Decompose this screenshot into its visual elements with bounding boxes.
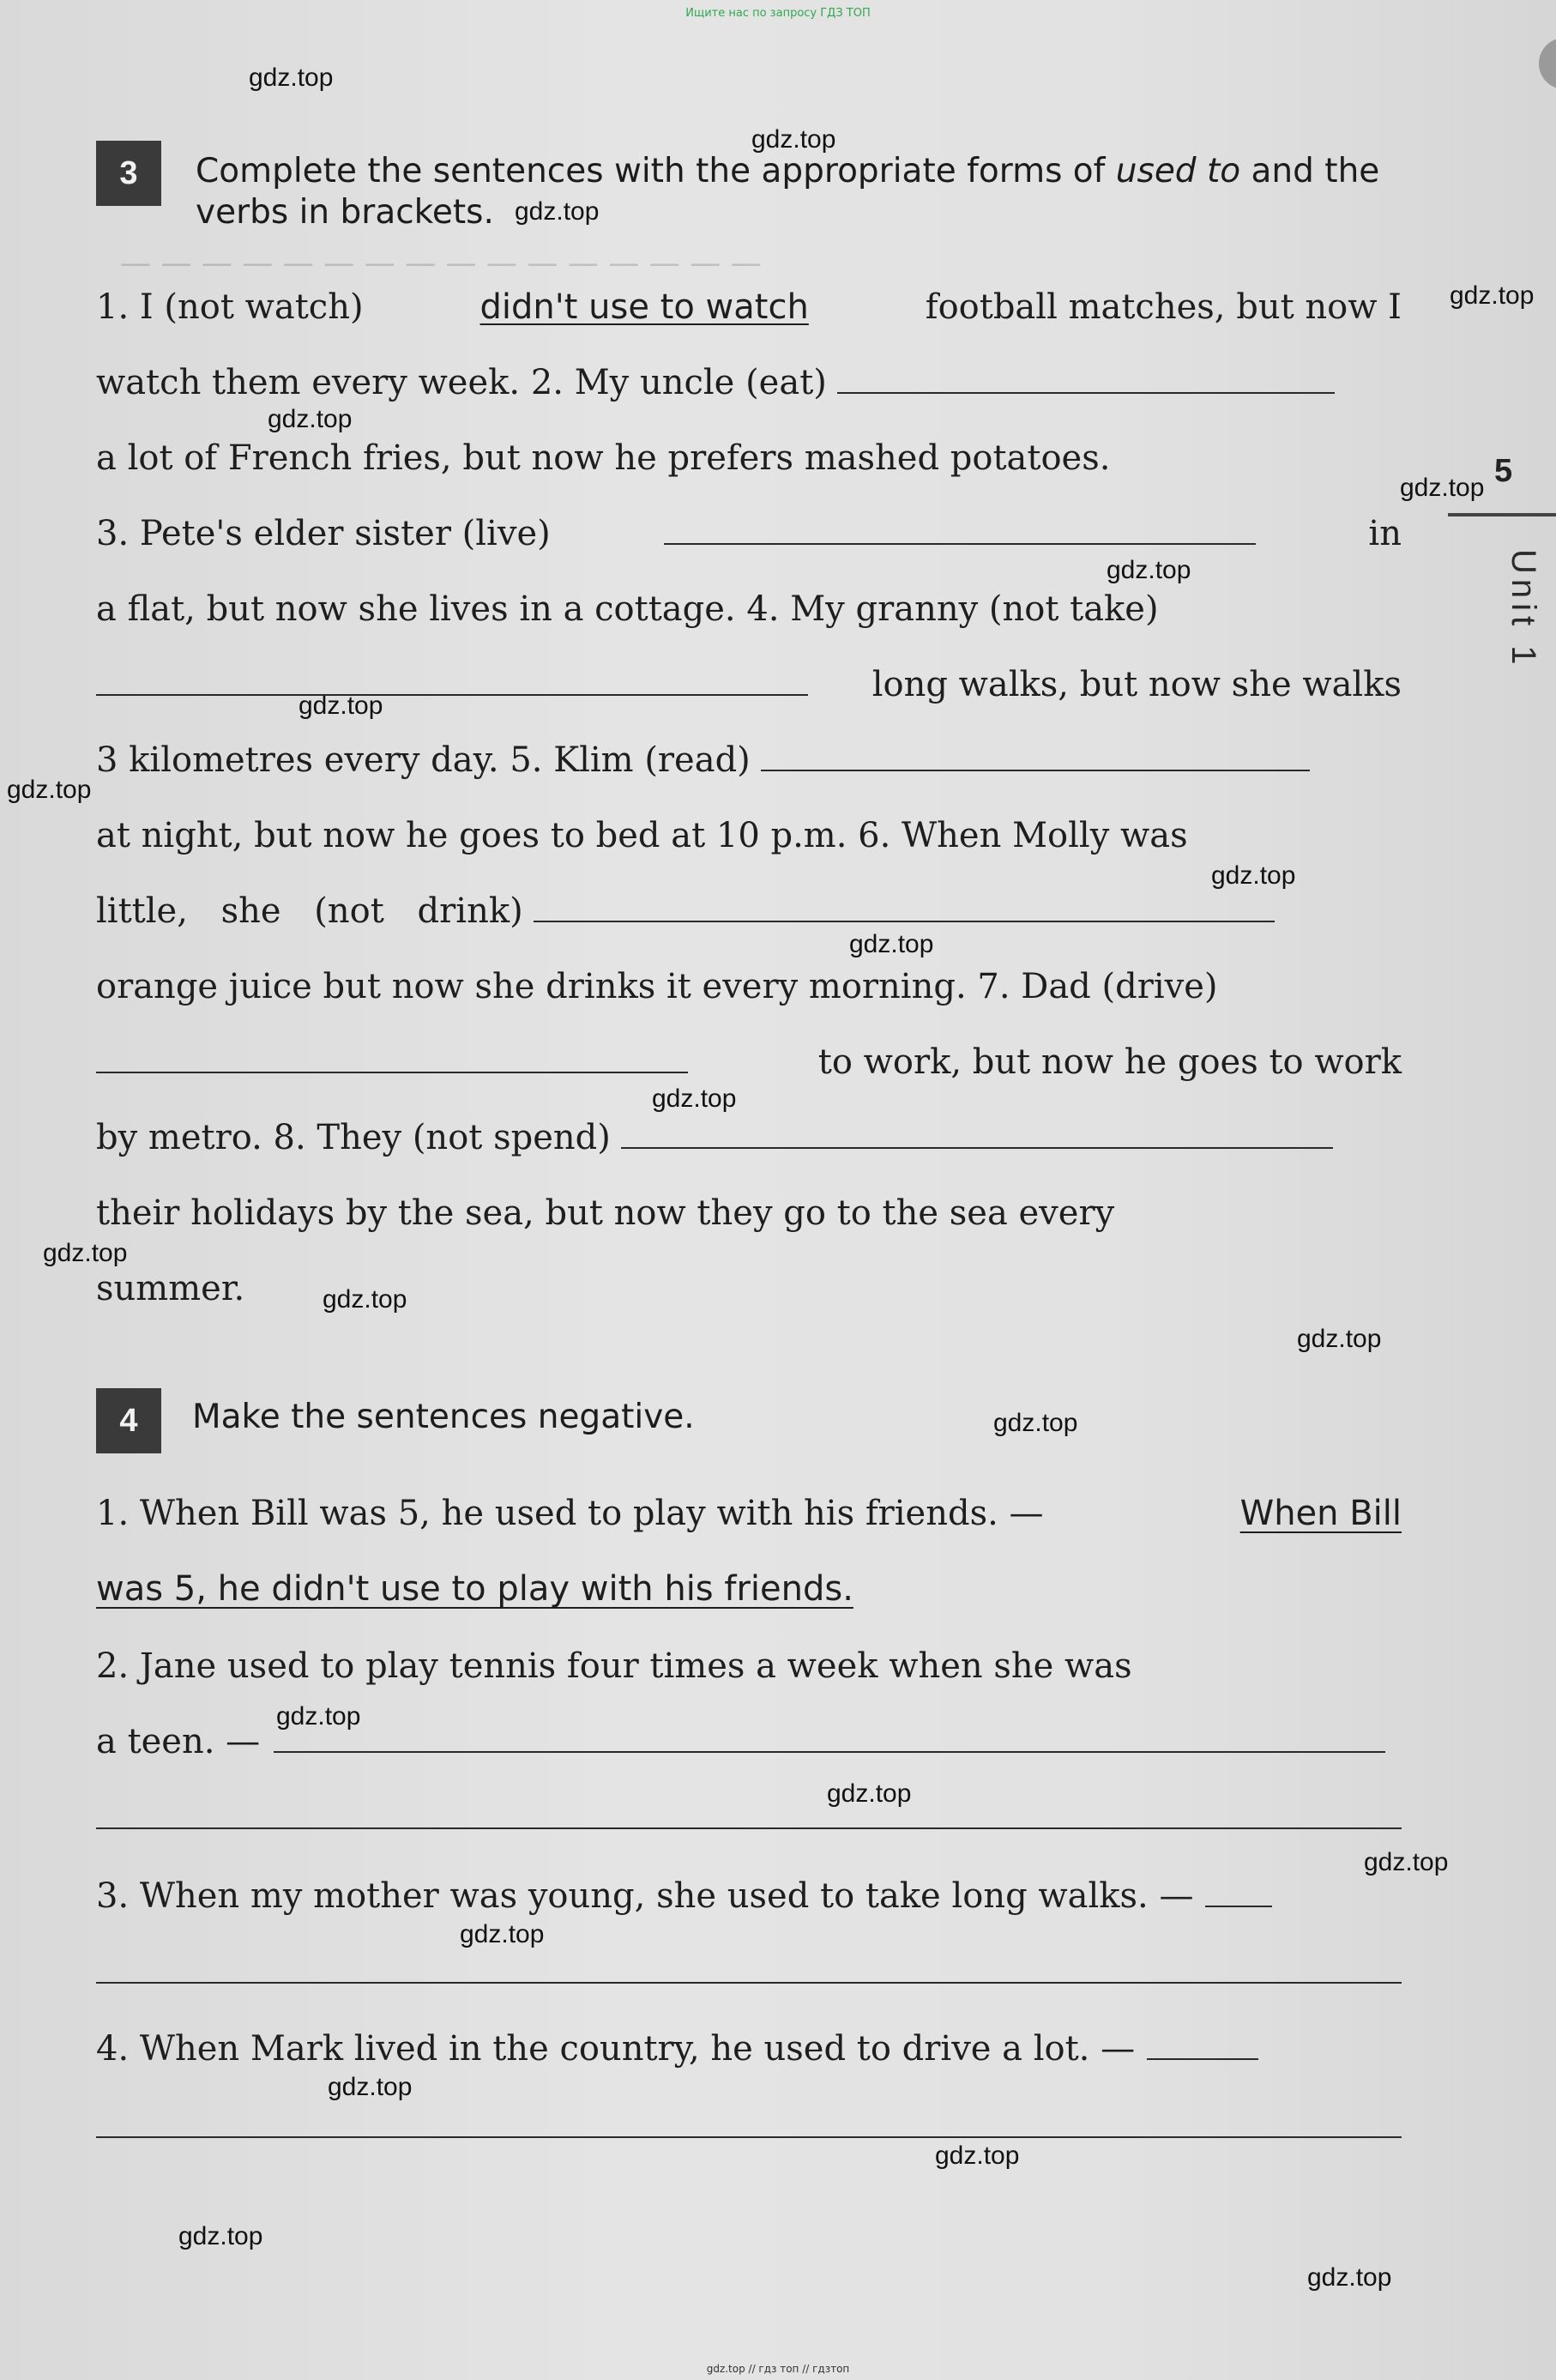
text-line	[96, 1258, 1402, 1320]
answer-blank[interactable]	[96, 2136, 1402, 2138]
answer-blank[interactable]	[664, 514, 1256, 545]
handwritten-answer: When Bill	[1239, 1494, 1402, 1533]
watermark: gdz.top	[935, 2141, 1020, 2170]
answer-blank[interactable]	[96, 665, 808, 696]
watermark: gdz.top	[827, 1779, 912, 1808]
watermark: gdz.top	[268, 405, 353, 433]
text-line	[96, 1483, 1402, 1544]
sentence-fragment: 3 kilometres every day. 5. Klim (read)	[96, 740, 751, 780]
sentence-fragment: summer.	[96, 1269, 245, 1308]
watermark: gdz.top	[1297, 1325, 1382, 1353]
bleed-through-decoration: — — — — — — — — — — — — — — — —	[120, 249, 762, 284]
instruction-text: verbs in brackets.	[196, 193, 494, 232]
text-line	[96, 805, 1402, 867]
header-note: Ищите нас по запросу ГДЗ ТОП	[685, 7, 871, 20]
answer-blank[interactable]	[1147, 2029, 1258, 2060]
watermark: gdz.top	[849, 930, 934, 958]
sentence-fragment: 3. When my mother was young, she used to take long walks. —	[96, 1876, 1194, 1916]
page-corner-tab	[1539, 38, 1556, 89]
sentence-fragment: football matches, but now I	[925, 287, 1402, 327]
sentence-fragment: a flat, but now she lives in a cottage. 4. My granny (not take)	[96, 589, 1159, 629]
instruction-text: Complete the sentences with the appropriate forms of	[196, 152, 1116, 190]
sentence-fragment: a teen. —	[96, 1722, 261, 1761]
instruction-text: and the	[1240, 152, 1380, 190]
watermark: gdz.top	[328, 2073, 413, 2101]
footer-note: gdz.top // гдз топ // гдзтоп	[706, 2363, 850, 2375]
watermark: gdz.top	[1211, 861, 1296, 890]
sentence-fragment: 4. When Mark lived in the country, he used to drive a lot. —	[96, 2029, 1136, 2069]
sentence-fragment: a lot of French fries, but now he prefers mashed potatoes.	[96, 438, 1111, 478]
text-line	[96, 352, 1402, 414]
watermark: gdz.top	[515, 197, 600, 226]
sentence-fragment: at night, but now he goes to bed at 10 p.m. 6. When Molly was	[96, 816, 1188, 855]
text-line	[96, 1711, 1402, 1773]
sentence-fragment: little, she (not drink)	[96, 891, 523, 931]
watermark: gdz.top	[276, 1702, 361, 1731]
text-line	[96, 276, 1402, 338]
sentence-fragment: 3. Pete's elder sister (live)	[96, 514, 551, 553]
watermark: gdz.top	[178, 2222, 263, 2250]
watermark: gdz.top	[1450, 281, 1535, 310]
text-line	[96, 654, 1402, 716]
text-line	[96, 956, 1402, 1018]
text-line	[96, 578, 1402, 640]
sentence-fragment: in	[1368, 514, 1402, 553]
watermark: gdz.top	[1364, 1848, 1449, 1876]
sentence-fragment: watch them every week. 2. My uncle (eat)	[96, 363, 827, 402]
watermark: gdz.top	[460, 1920, 545, 1948]
sentence-fragment: long walks, but now she walks	[871, 665, 1402, 704]
watermark: gdz.top	[652, 1084, 737, 1113]
answer-blank[interactable]	[96, 1042, 688, 1073]
watermark: gdz.top	[299, 692, 383, 720]
exercise-instruction	[196, 151, 1379, 233]
text-line	[96, 1182, 1402, 1244]
sentence-fragment: 2. Jane used to play tennis four times a week when she was	[96, 1646, 1132, 1686]
answer-blank[interactable]	[96, 1827, 1402, 1829]
sentence-fragment: 1. I (not watch)	[96, 287, 364, 327]
exercise-instruction: Make the sentences negative.	[192, 1398, 695, 1436]
handwritten-answer: didn't use to watch	[479, 287, 809, 327]
answer-blank[interactable]	[274, 1722, 1385, 1753]
text-line	[96, 1031, 1402, 1093]
answer-blank[interactable]	[96, 1982, 1402, 1984]
text-line	[96, 503, 1402, 565]
exercise-number-badge: 3	[96, 141, 161, 206]
text-line	[96, 1558, 1402, 1620]
sentence-fragment: to work, but now he goes to work	[817, 1042, 1402, 1082]
sentence-fragment: by metro. 8. They (not spend)	[96, 1118, 611, 1157]
watermark: gdz.top	[1400, 474, 1485, 502]
text-line	[96, 1865, 1402, 1927]
exercise-number-badge: 4	[96, 1388, 161, 1453]
answer-blank[interactable]	[621, 1118, 1333, 1149]
sentence-fragment: their holidays by the sea, but now they go to the sea every	[96, 1193, 1115, 1233]
text-line	[96, 729, 1402, 791]
tab-divider	[1448, 513, 1556, 516]
watermark: gdz.top	[1307, 2263, 1392, 2292]
watermark: gdz.top	[7, 776, 92, 804]
answer-blank[interactable]	[761, 740, 1310, 771]
page-number: 5	[1494, 453, 1513, 489]
watermark: gdz.top	[1107, 556, 1191, 584]
unit-label: Unit 1	[1505, 549, 1542, 670]
answer-blank[interactable]	[1205, 1876, 1272, 1907]
sentence-fragment: 1. When Bill was 5, he used to play with his friends. —	[96, 1494, 1044, 1533]
watermark: gdz.top	[751, 125, 836, 154]
handwritten-answer: was 5, he didn't use to play with his friends.	[96, 1569, 853, 1609]
watermark: gdz.top	[249, 63, 334, 92]
text-line	[96, 1635, 1402, 1697]
sentence-fragment: orange juice but now she drinks it every morning. 7. Dad (drive)	[96, 967, 1218, 1006]
text-line	[96, 427, 1402, 489]
instruction-italic: used to	[1115, 152, 1241, 190]
answer-blank[interactable]	[837, 363, 1335, 394]
watermark: gdz.top	[993, 1409, 1078, 1437]
text-line	[96, 1107, 1402, 1169]
text-line	[96, 880, 1402, 942]
answer-blank[interactable]	[534, 891, 1275, 922]
watermark: gdz.top	[323, 1285, 407, 1314]
watermark: gdz.top	[43, 1239, 128, 1267]
text-line	[96, 2018, 1402, 2080]
